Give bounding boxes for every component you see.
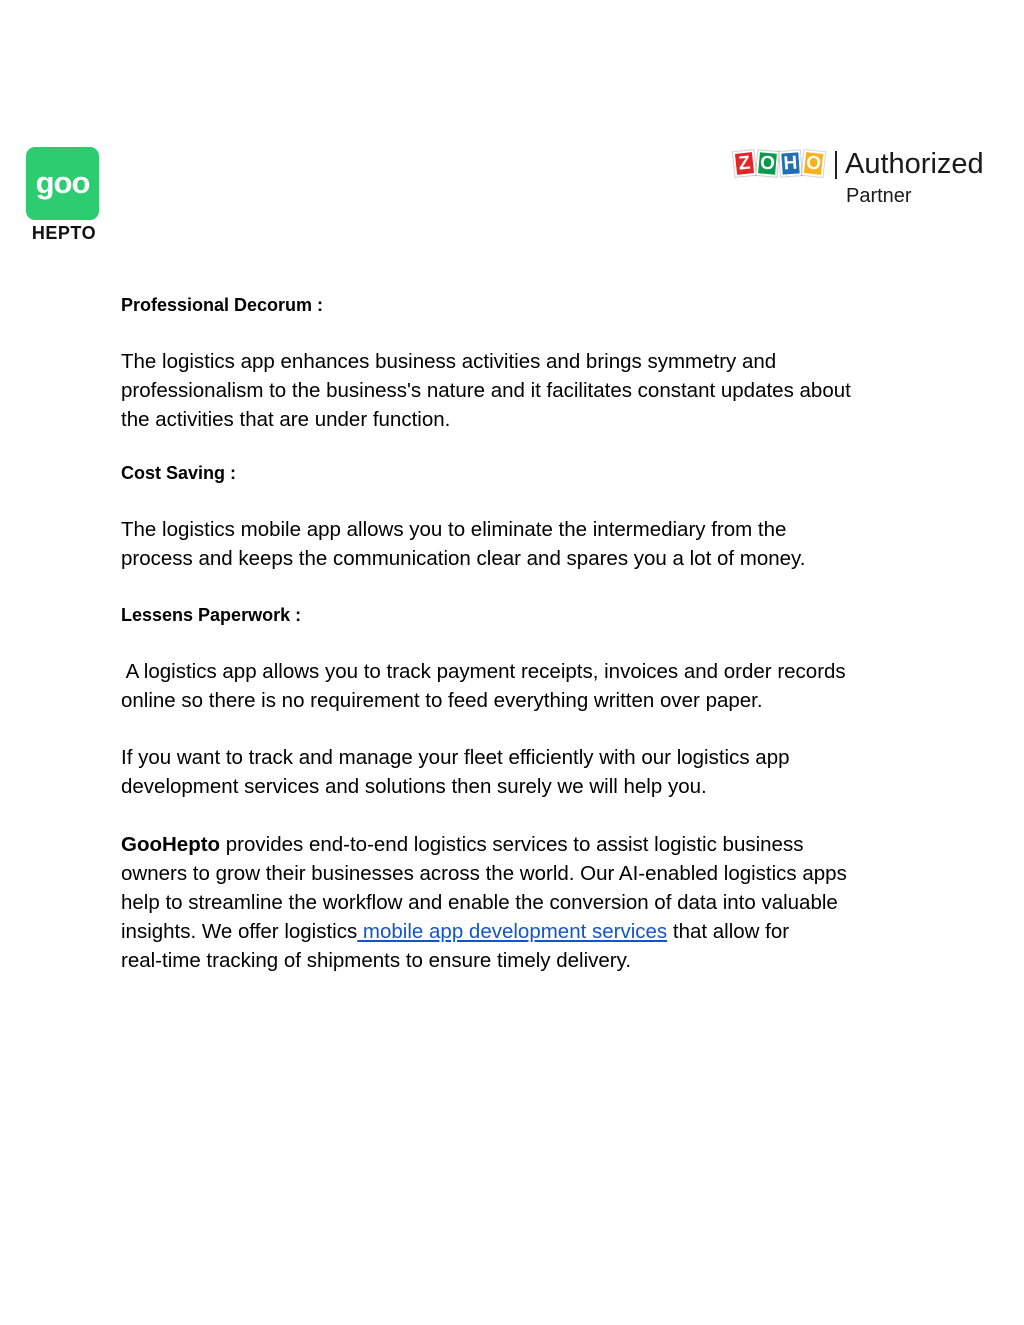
- zoho-authorized-partner-badge: [731, 147, 1001, 209]
- zoho-partner-text: Partner: [846, 185, 912, 207]
- paragraph-text: that allow for: [667, 920, 790, 943]
- paragraph-line: [121, 830, 911, 859]
- zoho-logo-letter: H: [779, 150, 802, 176]
- paragraph-line: real-time tracking of shipments to ensure timely delivery.: [121, 949, 632, 972]
- zoho-logo: [734, 151, 824, 176]
- paragraph-line: [121, 917, 911, 946]
- zoho-badge-divider: [835, 151, 837, 179]
- paragraph-line: development services and solutions then surely we will help you.: [121, 775, 707, 798]
- section-heading-cost-saving: Cost Saving :: [121, 463, 237, 483]
- paragraph-line: If you want to track and manage your fleet efficiently with our logistics app: [121, 746, 790, 769]
- paragraph-line: The logistics app enhances business activities and brings symmetry and: [121, 350, 777, 373]
- paragraph-text: provides end-to-end logistics services to assist logistic business: [220, 833, 804, 856]
- zoho-logo-letter: O: [802, 150, 825, 177]
- paragraph-line: help to streamline the workflow and enable the conversion of data into valuable: [121, 891, 838, 914]
- paragraph-line: owners to grow their businesses across the world. Our AI-enabled logistics apps: [121, 862, 847, 885]
- paragraph-text: insights. We offer logistics: [121, 920, 358, 943]
- section-paragraph-lessens-paperwork: [121, 657, 911, 715]
- zoho-logo-letter: Z: [733, 150, 756, 177]
- section-paragraph-professional-decorum: [121, 347, 911, 434]
- paragraph-line: online so there is no requirement to feed everything written over paper.: [121, 689, 763, 712]
- paragraph-line: professionalism to the business's nature and it facilitates constant updates about: [121, 379, 851, 402]
- mobile-app-development-services-link[interactable]: mobile app development services: [357, 920, 668, 943]
- fleet-paragraph: [121, 743, 911, 801]
- closing-paragraph: [121, 830, 911, 975]
- section-heading-professional-decorum: Professional Decorum :: [121, 295, 324, 315]
- zoho-authorized-text: Authorized: [845, 148, 984, 180]
- goohepto-logo: [26, 147, 102, 242]
- paragraph-line: process and keeps the communication clear and spares you a lot of money.: [121, 547, 806, 570]
- section-heading-lessens-paperwork: Lessens Paperwork :: [121, 605, 302, 625]
- paragraph-line: A logistics app allows you to track payment receipts, invoices and order records: [121, 660, 846, 683]
- section-paragraph-cost-saving: [121, 515, 911, 573]
- paragraph-line: The logistics mobile app allows you to eliminate the intermediary from the: [121, 518, 787, 541]
- goohepto-logo-wordmark: HEPTO: [31, 223, 97, 243]
- zoho-logo-letter: O: [756, 150, 779, 177]
- goohepto-logo-tile: goo: [26, 147, 99, 220]
- paragraph-line: the activities that are under function.: [121, 408, 451, 431]
- brand-name-goohepto: GooHepto: [121, 833, 221, 856]
